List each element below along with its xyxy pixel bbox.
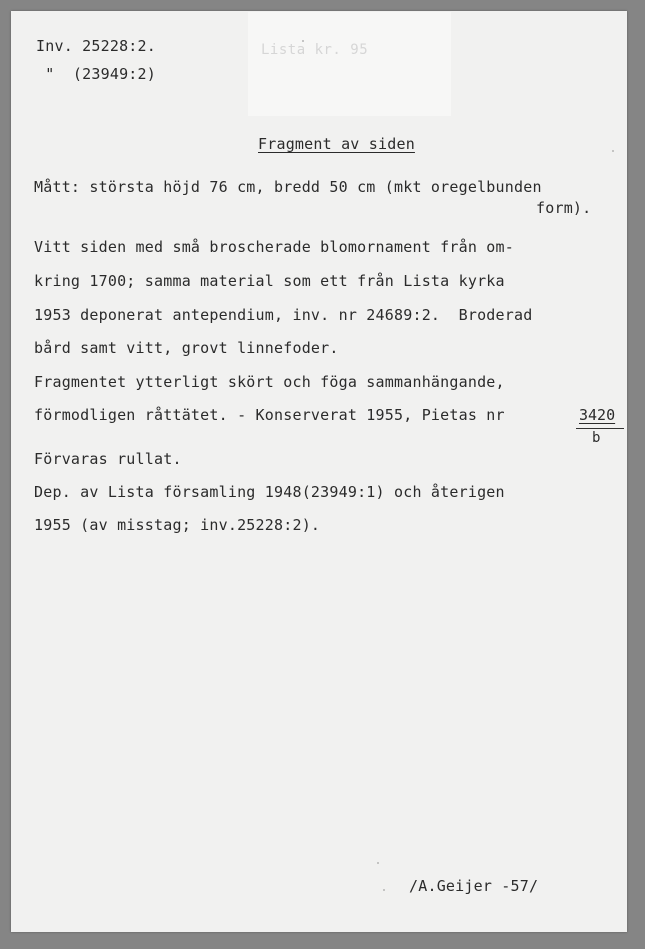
- description-line: Vitt siden med små broscherade blomornament från om-: [34, 238, 514, 256]
- fraction-rule: [576, 428, 624, 429]
- paper-speck: [383, 889, 385, 891]
- signature: /A.Geijer -57/: [409, 877, 539, 895]
- deposit-line: Dep. av Lista församling 1948(23949:1) och återigen: [34, 483, 505, 501]
- faded-inventory-note: Lista kr. 95: [261, 42, 369, 58]
- measurements-line-1: Mått: största höjd 76 cm, bredd 50 cm (mkt oregelbunden: [34, 178, 542, 196]
- correction-patch: [248, 12, 451, 116]
- measurements-line-2: form).: [536, 199, 592, 217]
- storage-note: Förvaras rullat.: [34, 450, 182, 468]
- inventory-number-previous: " (23949:2): [36, 65, 156, 83]
- inventory-number: Inv. 25228:2.: [36, 37, 156, 55]
- condition-line: förmodligen råttätet. - Konserverat 1955, Pietas nr: [34, 406, 505, 424]
- description-line: kring 1700; samma material som ett från Lista kyrka: [34, 272, 505, 290]
- condition-line: Fragmentet ytterligt skört och föga sammanhängande,: [34, 373, 505, 391]
- deposit-line: 1955 (av misstag; inv.25228:2).: [34, 516, 321, 534]
- paper-speck: [612, 150, 614, 152]
- pietas-number: 3420: [579, 406, 616, 424]
- paper-speck: [302, 40, 304, 42]
- card-title: Fragment av siden: [258, 135, 415, 153]
- description-line: 1953 deponerat antependium, inv. nr 24689:2. Broderad: [34, 306, 533, 324]
- pietas-suffix: b: [592, 430, 601, 446]
- description-line: bård samt vitt, grovt linnefoder.: [34, 339, 339, 357]
- paper-speck: [377, 862, 379, 864]
